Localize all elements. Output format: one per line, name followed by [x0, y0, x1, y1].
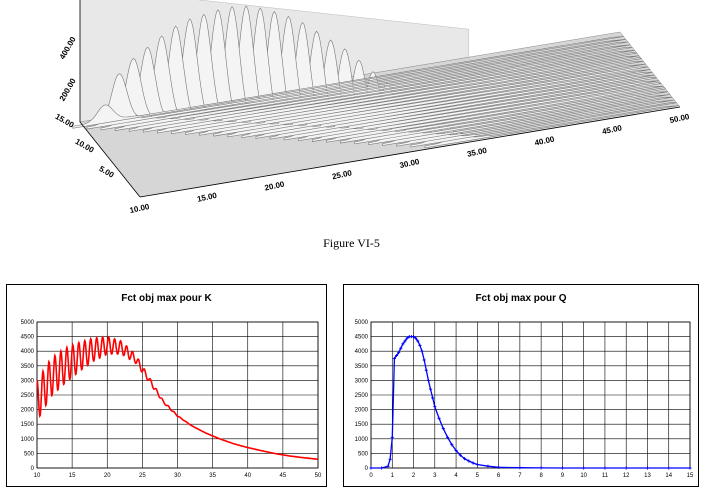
x-tick-label: 15: [68, 473, 76, 479]
y-tick-label: 0: [364, 466, 368, 472]
y-tick-label: 4500: [354, 334, 368, 341]
surface-3d-chart: [0, 0, 703, 228]
y-tick-label: 2000: [20, 407, 34, 414]
q-data-point: [582, 466, 585, 469]
x-tick-label: 30: [174, 473, 181, 479]
depth-tick-label: 5.00: [97, 164, 116, 180]
x-tick-label: 5: [475, 473, 480, 479]
q-data-point: [369, 466, 372, 469]
q-data-point: [427, 379, 430, 382]
q-data-point: [667, 466, 670, 469]
q-data-point: [431, 396, 434, 399]
y-tick-label: 1500: [354, 422, 368, 429]
q-data-point: [476, 463, 479, 466]
x-tick-label: 8: [539, 473, 543, 479]
x-tick-label: 40: [244, 473, 252, 479]
q-data-point: [603, 466, 606, 469]
x-tick-label: 10: [33, 473, 41, 479]
x-tick-label: 45.00: [601, 123, 623, 137]
y-tick-label: 2500: [354, 393, 368, 399]
q-series-line: [371, 337, 690, 468]
x-tick-label: 14: [665, 473, 673, 479]
q-chart-title: Fct obj max pour Q: [475, 293, 567, 304]
x-tick-label: 35: [209, 473, 216, 479]
x-tick-label: 10: [580, 473, 588, 479]
x-tick-label: 40.00: [533, 134, 556, 148]
q-data-point: [688, 466, 691, 469]
x-tick-label: 0: [369, 473, 373, 479]
y-tick-label: 1000: [20, 436, 34, 443]
y-tick-label: 3000: [20, 378, 34, 385]
x-tick-label: 4: [454, 473, 458, 479]
y-tick-label: 3000: [354, 378, 368, 385]
y-tick-label: 4000: [354, 349, 368, 356]
k-chart-panel: [6, 284, 327, 487]
x-tick-label: 12: [622, 473, 630, 479]
y-tick-label: 3500: [354, 363, 368, 370]
q-data-point: [540, 466, 543, 469]
x-tick-label: 30.00: [398, 157, 421, 171]
x-tick-label: 11: [601, 473, 609, 479]
x-tick-label: 25.00: [331, 168, 353, 182]
y-tick-label: 2500: [20, 393, 34, 399]
k-chart-title: Fct obj max pour K: [121, 293, 212, 304]
y-tick-label: 500: [357, 451, 368, 458]
q-data-point: [518, 466, 521, 469]
z-tick-label: 400.00: [57, 35, 78, 61]
q-data-point: [429, 388, 432, 391]
x-tick-label: 13: [644, 473, 651, 479]
x-tick-label: 45: [279, 473, 287, 479]
q-chart-plot: [344, 285, 700, 488]
y-tick-label: 4000: [20, 349, 34, 356]
q-chart-panel: [343, 284, 699, 487]
q-data-point: [433, 405, 436, 408]
x-tick-label: 20: [103, 473, 111, 479]
y-tick-label: 4500: [20, 334, 34, 341]
z-tick-label: 200.00: [57, 76, 78, 103]
y-tick-label: 2000: [354, 407, 368, 414]
q-data-point: [625, 466, 628, 469]
x-tick-label: 50: [314, 473, 322, 479]
x-tick-label: 6: [496, 473, 501, 479]
q-data-point: [380, 466, 383, 469]
x-tick-label: 35.00: [466, 145, 488, 159]
q-data-point: [386, 465, 389, 468]
x-tick-label: 50.00: [668, 112, 691, 126]
depth-tick-label: 10.00: [73, 136, 96, 155]
figure-caption: Figure VI-5: [323, 236, 380, 250]
x-tick-label: 20.00: [263, 179, 286, 193]
x-tick-label: 7: [518, 473, 522, 479]
q-data-point: [391, 436, 394, 439]
q-data-point: [423, 358, 426, 361]
y-tick-label: 5000: [354, 320, 368, 326]
x-tick-label: 25: [139, 473, 146, 479]
y-tick-label: 0: [30, 466, 34, 472]
x-tick-label: 15: [686, 473, 694, 479]
k-chart-plot: [7, 285, 328, 488]
y-tick-label: 500: [23, 451, 34, 458]
x-tick-label: 10.00: [128, 202, 151, 216]
y-tick-label: 1500: [20, 422, 34, 429]
y-tick-label: 5000: [20, 320, 34, 326]
y-tick-label: 3500: [20, 363, 34, 370]
q-data-point: [561, 466, 564, 469]
x-tick-label: 15.00: [196, 190, 218, 204]
q-data-point: [425, 369, 428, 372]
x-tick-label: 1: [390, 473, 394, 479]
y-tick-label: 1000: [354, 436, 368, 443]
q-data-point: [389, 458, 392, 461]
q-data-point: [646, 466, 649, 469]
x-tick-label: 2: [411, 473, 416, 479]
q-data-point: [486, 465, 489, 468]
depth-tick-label: 15.00: [53, 111, 76, 130]
x-tick-label: 3: [433, 473, 437, 479]
x-tick-label: 9: [560, 473, 565, 479]
